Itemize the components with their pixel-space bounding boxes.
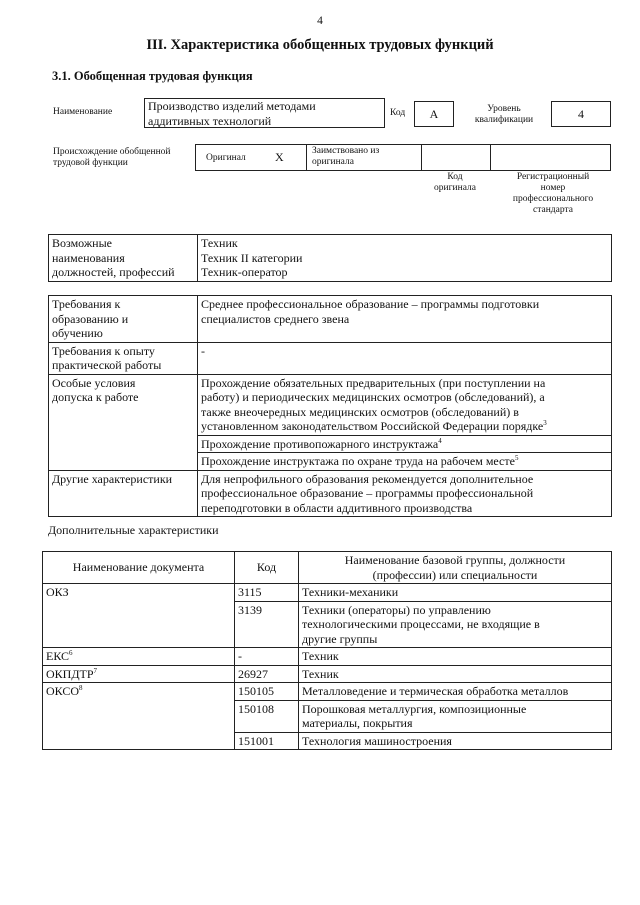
conditions-value-line4: установленном законодательством Российской Федерации порядке <box>201 419 544 433</box>
conditions-label-line2: допуска к работе <box>52 390 139 404</box>
position-item: Техник <box>201 236 238 250</box>
borrowed-label <box>312 146 379 168</box>
position-item: Техник-оператор <box>201 265 288 279</box>
other-value-line1: Для непрофильного образования рекомендуется дополнительное <box>201 471 534 486</box>
doc-cell: ЕКС$^6$ <box>43 648 235 666</box>
code-original-caption <box>420 172 490 194</box>
education-label-line3: обучению <box>52 326 103 340</box>
footnote-4: 4 <box>438 436 442 445</box>
name-cell: Технология машиностроения <box>299 732 612 750</box>
education-value-line1: Среднее профессиональное образование – программы подготовки <box>201 297 540 311</box>
code-original-line1: Код <box>447 172 463 182</box>
doc-cell: ОКСО$^8$ <box>43 683 235 750</box>
borrowed-line2: оригинала <box>312 157 354 167</box>
footnote-3: 3 <box>543 419 547 427</box>
positions-table <box>48 234 612 282</box>
page-number: 4 <box>317 15 323 27</box>
name-value-line1: Производство изделий методами <box>148 99 316 113</box>
reg-line4: стандарта <box>533 205 573 215</box>
section-title: III. Характеристика обобщенных трудовых функций <box>146 37 494 53</box>
doc-cell: ОКПДТР$^7$ <box>43 665 235 683</box>
conditions-value <box>198 374 612 470</box>
table-row <box>43 665 612 683</box>
reg-line3: профессионального <box>512 194 594 204</box>
conditions-value-line1: Прохождение обязательных предварительных (при поступлении на <box>201 375 546 390</box>
level-value: 4 <box>578 107 584 121</box>
experience-label-line1: Требования к опыту <box>52 343 155 358</box>
reg-line2: номер <box>540 183 566 193</box>
origin-boxes <box>195 144 611 171</box>
name-cell: Металловедение и термическая обработка металлов <box>299 683 612 701</box>
experience-label-line2: практической работы <box>52 358 162 372</box>
borrowed-line1: Заимствовано из <box>312 146 380 156</box>
conditions-value-fire: Прохождение противопожарного инструктажа <box>201 436 439 451</box>
reg-line1: Регистрационный <box>516 172 590 182</box>
conditions-value-line3: также внеочередных медицинских осмотров (обследований) в <box>201 404 519 419</box>
experience-value: - <box>198 342 612 374</box>
origin-label-line1: Происхождение обобщенной <box>53 147 171 157</box>
original-label: Оригинал <box>206 153 246 163</box>
conditions-label-line1: Особые условия <box>52 375 136 390</box>
education-value-line2: специалистов среднего звена <box>201 311 350 326</box>
code-cell: - <box>235 648 299 666</box>
additional-table <box>42 551 612 750</box>
positions-label-line1: Возможные <box>52 236 112 250</box>
education-label-line2: образованию и <box>52 311 129 326</box>
name-cell: Техники-механики <box>299 584 612 602</box>
origin-label <box>53 147 171 169</box>
level-label-line1: Уровень <box>487 104 521 114</box>
level-label-line2: квалификации <box>474 115 534 125</box>
education-value <box>198 296 612 343</box>
level-value-box <box>551 101 611 127</box>
subsection-title: 3.1. Обобщенная трудовая функция <box>52 69 253 83</box>
origin-label-line2: трудовой функции <box>53 158 128 168</box>
other-value-line2: профессиональное образование – программы профессиональной <box>201 486 534 500</box>
code-original-line2: оригинала <box>434 183 476 193</box>
col-name-header <box>299 552 612 584</box>
col-name-line2: (профессии) или специальности <box>372 567 538 582</box>
code-label: Код <box>390 108 406 118</box>
code-cell: 26927 <box>235 665 299 683</box>
code-value: А <box>429 107 439 121</box>
doc-cell: ОКЗ <box>43 584 235 648</box>
positions-label <box>49 235 198 282</box>
other-value-line3: переподготовки в области аддитивного производства <box>201 500 473 515</box>
col-name-line1: Наименование базовой группы, должности <box>344 553 566 567</box>
positions-label-line2: наименования <box>52 250 125 265</box>
experience-label <box>49 342 198 374</box>
conditions-value-line2: работу) и периодических медицинских осмотров (обследований), а <box>201 390 545 404</box>
table-row <box>43 648 612 666</box>
table-row <box>43 683 612 701</box>
code-value-box <box>414 101 454 127</box>
position-item: Техник II категории <box>201 250 303 265</box>
conditions-value-safety: Прохождение инструктажа по охране труда на рабочем месте <box>201 454 515 468</box>
positions-values <box>198 235 612 282</box>
code-cell: 3139 <box>235 601 299 648</box>
name-value-box <box>144 98 385 128</box>
name-cell: Порошковая металлургия, композиционные материалы, покрытия <box>299 700 612 732</box>
code-cell: 151001 <box>235 732 299 750</box>
name-cell: Техник <box>299 665 612 683</box>
footnote-5: 5 <box>514 454 519 462</box>
col-code-header: Код <box>235 552 299 584</box>
conditions-label <box>49 374 198 470</box>
name-cell: Техники (операторы) по управлению технологическими процессами, не входящие в другие группы <box>299 601 612 648</box>
other-label: Другие характеристики <box>49 470 198 517</box>
col-doc-header: Наименование документа <box>43 552 235 584</box>
code-cell: 150108 <box>235 700 299 732</box>
name-value-line2: аддитивных технологий <box>148 113 272 128</box>
code-cell: 3115 <box>235 584 299 602</box>
table-row <box>43 584 612 602</box>
education-label-line1: Требования к <box>52 297 121 311</box>
name-cell: Техник <box>299 648 612 666</box>
other-value <box>198 470 612 517</box>
education-label <box>49 296 198 343</box>
level-label <box>466 104 542 126</box>
original-mark: X <box>275 150 284 164</box>
name-label: Наименование <box>53 107 113 117</box>
positions-label-line3: должностей, профессий <box>52 265 175 279</box>
code-cell: 150105 <box>235 683 299 701</box>
additional-title: Дополнительные характеристики <box>48 523 219 537</box>
requirements-table <box>48 295 612 517</box>
reg-number-caption <box>495 172 611 216</box>
